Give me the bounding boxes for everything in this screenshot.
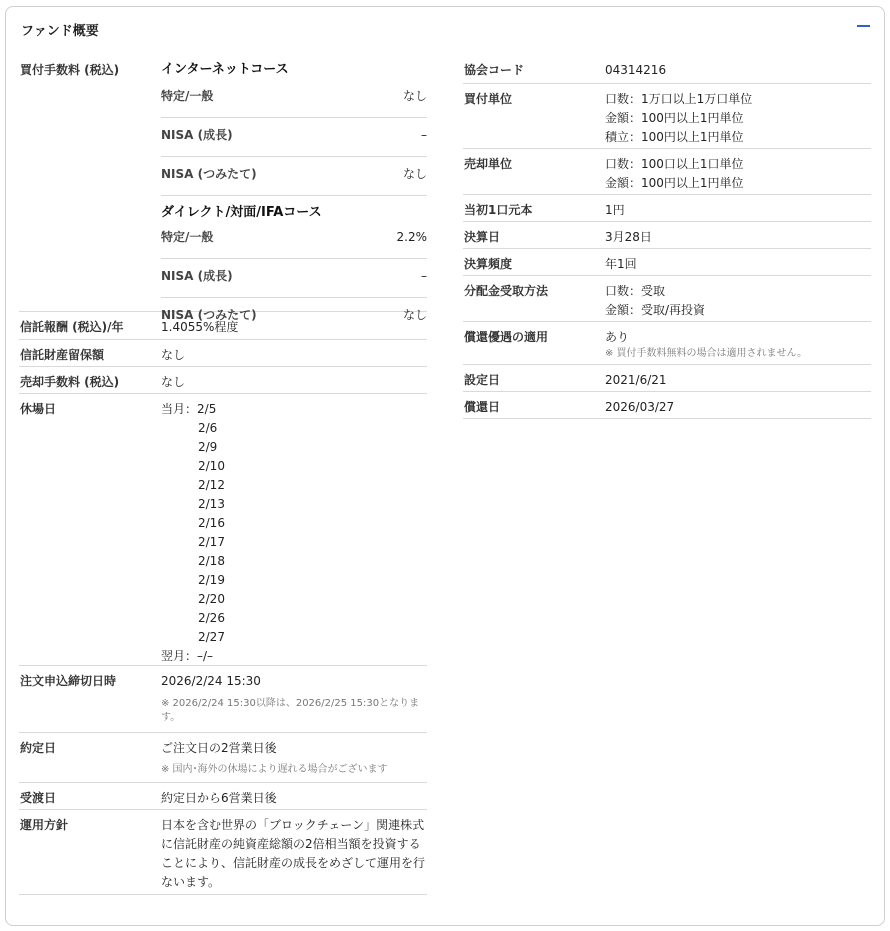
holidays-value <box>161 394 427 672</box>
sell-unit-label: 売却単位 <box>464 157 513 171</box>
sell-unit-line: 金額：100円以上1円単位 <box>605 176 744 190</box>
fee-row-label: NISA (成長) <box>161 269 233 283</box>
fee-row-value: なし <box>402 89 427 103</box>
fee-row-value: なし <box>402 308 427 322</box>
fee-group-heading: ダイレクト/対面/IFAコース <box>161 205 322 220</box>
holiday-list <box>161 400 427 666</box>
code-label: 協会コード <box>464 63 525 77</box>
settle-freq-row <box>463 249 871 276</box>
maturity-row <box>463 392 871 419</box>
redemption-pref-row <box>463 322 871 365</box>
settle-date-value: 3月28日 <box>605 230 652 244</box>
reserve-row <box>19 340 427 367</box>
buy-unit-line: 金額：100円以上1円単位 <box>605 111 744 125</box>
policy-label: 運用方針 <box>20 818 69 832</box>
setup-date-label: 設定日 <box>464 373 501 387</box>
initial-row <box>463 195 871 222</box>
dividend-line: 金額：受取/再投資 <box>605 303 706 317</box>
sell-fee-row <box>19 367 427 394</box>
buy-unit-line: 積立：100円以上1円単位 <box>605 130 744 144</box>
maturity-value: 2026/03/27 <box>605 400 675 414</box>
sell-unit-value <box>605 149 871 199</box>
setup-date-value: 2021/6/21 <box>605 373 667 387</box>
dividend-line: 口数：受取 <box>605 284 666 298</box>
fee-row-value: なし <box>402 167 427 181</box>
purchase-fee-label: 買付手数料 (税込) <box>20 63 120 77</box>
holiday-date: 2/19 <box>198 573 225 587</box>
dividend-row <box>463 276 871 322</box>
contract-value <box>161 733 427 783</box>
settle-freq-label: 決算頻度 <box>464 257 513 271</box>
fee-row-value: 2.2% <box>396 230 427 244</box>
fee-row <box>161 228 427 259</box>
settle-date-row <box>463 222 871 249</box>
holiday-date: 2/26 <box>198 611 225 625</box>
holiday-date: 2/12 <box>198 478 225 492</box>
deadline-value <box>161 666 427 731</box>
card-title: ファンド概要 <box>21 24 99 39</box>
settle-freq-value: 年1回 <box>605 257 637 271</box>
holiday-date: 2/5 <box>197 402 217 416</box>
fee-row <box>161 87 427 118</box>
next-month: 翌月：–/– <box>161 649 214 663</box>
contract-row <box>19 733 427 783</box>
contract-label: 約定日 <box>20 741 57 755</box>
contract-note: ※ 国内･海外の休場により遅れる場合がございます <box>161 764 388 775</box>
sell-fee-label: 売却手数料 (税込) <box>20 375 120 389</box>
code-value: 04314216 <box>605 63 667 77</box>
sell-fee-value: なし <box>161 375 186 389</box>
initial-value: 1円 <box>605 203 625 217</box>
fee-row <box>161 267 427 298</box>
dividend-value <box>605 276 871 326</box>
redemption-pref-label: 償還優遇の適用 <box>464 330 549 344</box>
reserve-label: 信託財産留保額 <box>20 348 105 362</box>
fee-row <box>161 165 427 196</box>
initial-label: 当初1口元本 <box>464 203 533 217</box>
redemption-pref-text: あり <box>605 330 630 344</box>
settle-date-label: 決算日 <box>464 230 501 244</box>
setup-date-row <box>463 365 871 392</box>
deadline-label: 注文申込締切日時 <box>20 674 117 688</box>
fee-group-internet <box>161 61 427 196</box>
buy-unit-row <box>463 84 871 149</box>
fee-group-heading: インターネットコース <box>161 62 289 77</box>
holidays-row <box>19 394 427 666</box>
fee-row-value: – <box>421 128 427 142</box>
delivery-label: 受渡日 <box>20 791 57 805</box>
buy-unit-value <box>605 84 871 153</box>
deadline-datetime: 2026/2/24 15:30 <box>161 674 261 688</box>
sell-unit-row <box>463 149 871 195</box>
left-column <box>19 55 427 895</box>
fee-row-label: 特定/一般 <box>161 89 214 103</box>
maturity-label: 償還日 <box>464 400 501 414</box>
sell-unit-line: 口数：100口以上1口単位 <box>605 157 744 171</box>
holiday-date: 2/20 <box>198 592 225 606</box>
holiday-date: 2/17 <box>198 535 225 549</box>
holiday-date: 2/13 <box>198 497 225 511</box>
holiday-date: 2/27 <box>198 630 225 644</box>
delivery-row <box>19 783 427 810</box>
fee-row-label: 特定/一般 <box>161 230 214 244</box>
holidays-label: 休場日 <box>20 402 57 416</box>
holiday-item <box>161 400 427 419</box>
deadline-note: ※ 2026/2/24 15:30以降は、2026/2/25 15:30となります。 <box>161 698 420 723</box>
dividend-label: 分配金受取方法 <box>464 284 549 298</box>
fee-row-label: NISA (つみたて) <box>161 308 257 322</box>
fee-row-value: – <box>421 269 427 283</box>
right-column <box>463 55 871 419</box>
this-month-prefix: 当月： <box>161 402 198 416</box>
collapse-icon[interactable] <box>855 16 871 32</box>
delivery-value: 約定日から6営業日後 <box>161 791 277 805</box>
purchase-fee-row <box>19 55 427 322</box>
policy-value: 日本を含む世界の「ブロックチェーン」関連株式に信託財産の純資産総額の2倍相当額を投資することにより、信託財産の成長をめざして運用を行ないます。 <box>161 818 426 889</box>
holiday-date: 2/6 <box>198 421 218 435</box>
policy-row <box>19 810 427 895</box>
reserve-value: なし <box>161 348 186 362</box>
fee-row <box>161 126 427 157</box>
holiday-date: 2/10 <box>198 459 225 473</box>
trust-fee-label: 信託報酬 (税込)/年 <box>20 320 124 334</box>
trust-fee-value: 1.4055%程度 <box>161 320 239 334</box>
purchase-fee-table <box>161 55 427 336</box>
holiday-date: 2/18 <box>198 554 225 568</box>
fee-row-label: NISA (つみたて) <box>161 167 257 181</box>
deadline-row <box>19 666 427 733</box>
redemption-pref-note: ※ 買付手数料無料の場合は適用されません。 <box>605 348 808 359</box>
buy-unit-label: 買付単位 <box>464 92 513 106</box>
contract-text: ご注文日の2営業日後 <box>161 741 277 755</box>
fee-row-label: NISA (成長) <box>161 128 233 142</box>
holiday-date: 2/16 <box>198 516 225 530</box>
trust-fee-row <box>19 312 427 340</box>
code-row <box>463 55 871 84</box>
redemption-pref-value <box>605 322 871 367</box>
buy-unit-line: 口数：1万口以上1万口単位 <box>605 92 753 106</box>
holiday-date: 2/9 <box>198 440 218 454</box>
